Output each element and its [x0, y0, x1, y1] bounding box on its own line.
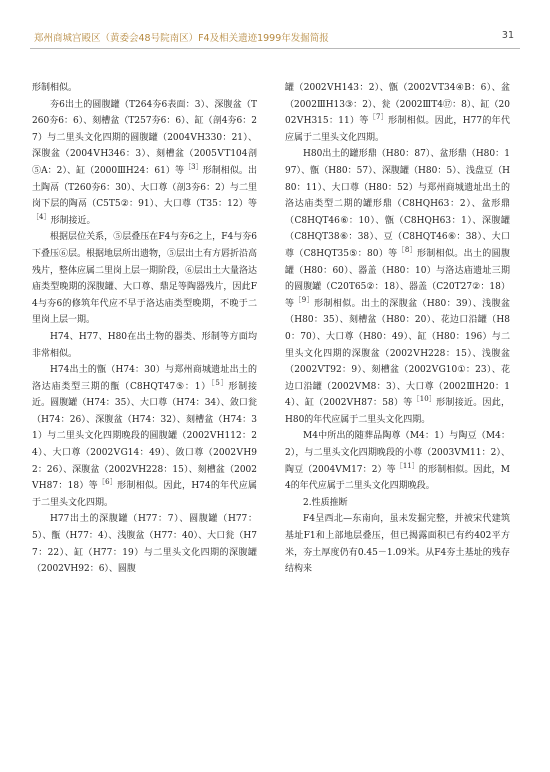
citation: ［3］ [184, 162, 203, 171]
citation: ［6］ [97, 478, 118, 487]
left-column [32, 80, 257, 578]
citation: ［7］ [368, 113, 389, 122]
right-column [285, 80, 510, 578]
citation: ［8］ [397, 245, 417, 254]
paragraph: H80出土的罐形鼎（H80：87）、盆形鼎（H80：197）、甑（H80：57）、深腹罐（H80：5）、浅盘豆（H80：11）、大口尊（H80：52）与郑州商城遗址出土的洛达庙类型二期的罐形鼎（C8HQH63：2）、盆形鼎（C8HQT46⑥：10）、甑（C8HQH63：1）、深腹罐（C8HQT38⑥：38）、豆（C8HQT46⑥：38）、大口尊（C8HQT35⑤：80）等$^{[8]}$形制相似。出土的圆腹罐（H80：60）、器盖（H80：10）与洛达庙遗址三期的圆腹罐（C20T65②：18）、器盖（C20T27②：18）等$^{[9]}$形制相似。出土的深腹盆（H80：39）、浅腹盆（H80：35）、刻槽盆（H80：20）、花边口沿罐（H80：70）、大口尊（H80：49）、缸（H80：196）与二里头文化四期的深腹盆（2002ⅤH228：15）、浅腹盆（2002ⅤT92：9）、刻槽盆（2002ⅤG10①：23）、花边口沿罐（2002ⅤM8：3）、大口尊（2002ⅢH20：14）、缸（2002ⅤH87：58）等$^{[10]}$形制接近。因此，H80的年代应属于二里头文化四期。 [285, 149, 510, 425]
paragraph: 根据层位关系，⑤层叠压在F4与夯6之上，F4与夯6下叠压⑥层。根据地层所出遗物，⑤层出土有方唇折沿高残片，整体应属二里岗上层一期阶段，⑥层出土大量洛达庙类型晚期的深腹罐、大口尊、鼎足等陶器残片，因此F4与夯6的修筑年代应不早于洛达庙类型晚期，不晚于二里岗上层一期。 [32, 232, 258, 326]
paragraph: F4呈西北—东南向，虽未发掘完整，并被宋代建筑基址F1和上部地层叠压，但已揭露面积已有约402平方米，夯土厚度仍有0.45－1.09米。从F4夯土基址的残存结构来 [285, 514, 510, 575]
paragraph: 夯6出土的圆腹罐（T264夯6表面：3）、深腹盆（T260夯6：6）、刻槽盆（T257夯6：6）、缸（剖4夯6：27）与二里头文化四期的圆腹罐（2004ⅤH330：21）、深腹盆（2004ⅤH346：3）、刻槽盆（2005ⅤT104剖⑤A：2）、缸（2000ⅢH24：61）等$^{[3]}$形制相似。出土陶鬲（T260夯6：30）、大口尊（剖3夯6：2）与二里岗下层的陶鬲（C5T5②：91）、大口尊（T35：12）等$^{[4]}$形制接近。 [32, 99, 257, 226]
running-header [30, 28, 520, 49]
citation: ［10］ [412, 395, 437, 404]
paragraph: H74出土的甑（H74：30）与郑州商城遗址出土的洛达庙类型三期的甑（C8HQT47⑤：1）$^{[5]}$形制接近。圆腹罐（H74：35）、大口尊（H74：34）、敛口瓮（H74：26）、深腹盆（H74：32）、刻槽盆（H74：31）与二里头文化四期晚段的圆腹罐（2002ⅤH112：24）、大口尊（2002ⅤG14：49）、敛口尊（2002ⅤH92：26）、深腹盆（2002ⅤH228：15）、刻槽盆（2002ⅤH87：18）等$^{[6]}$形制相似。因此，H74的年代应属于二里头文化四期。 [32, 365, 257, 508]
paragraph: 形制相似。 [32, 83, 78, 93]
section-subheading: 2.性质推断 [303, 497, 348, 508]
citation: ［4］ [32, 212, 51, 221]
page-number: 31 [501, 30, 514, 41]
running-head-title: 郑州商城宫殿区（黄委会48号院南区）F4及相关遗迹1999年发掘简报 [34, 33, 329, 44]
citation: ［11］ [395, 461, 419, 470]
paragraph: H77出土的深腹罐（H77：7）、圆腹罐（H77：5）、甑（H77：4）、浅腹盆（H77：40）、大口瓮（H77：22）、缸（H77：19）与二里头文化四期的深腹罐（2002ⅤH92：6）、圆腹 [32, 514, 257, 575]
paragraph: M4中所出的随葬品陶尊（M4：1）与陶豆（M4：2），与二里头文化四期晚段的小尊（2003ⅤM11：2）、陶豆（2004ⅤM17：2）等$^{[11]}$的形制相似。因此，M4的年代应属于二里头文化四期晚段。 [285, 431, 510, 492]
citation: ［5］ [211, 378, 229, 387]
paragraph: 罐（2002ⅤH143：2）、甑（2002ⅤT34④B：6）、盆（2002ⅢH13③：2）、瓮（2002ⅢT4⑰：8）、缸（2002ⅤH315：11）等$^{[7]}$形制相似。因此，H77的年代应属于二里头文化四期。 [285, 83, 510, 143]
citation: ［9］ [294, 295, 315, 304]
paragraph: H74、H77、H80在出土物的器类、形制等方面均非常相似。 [32, 331, 257, 359]
